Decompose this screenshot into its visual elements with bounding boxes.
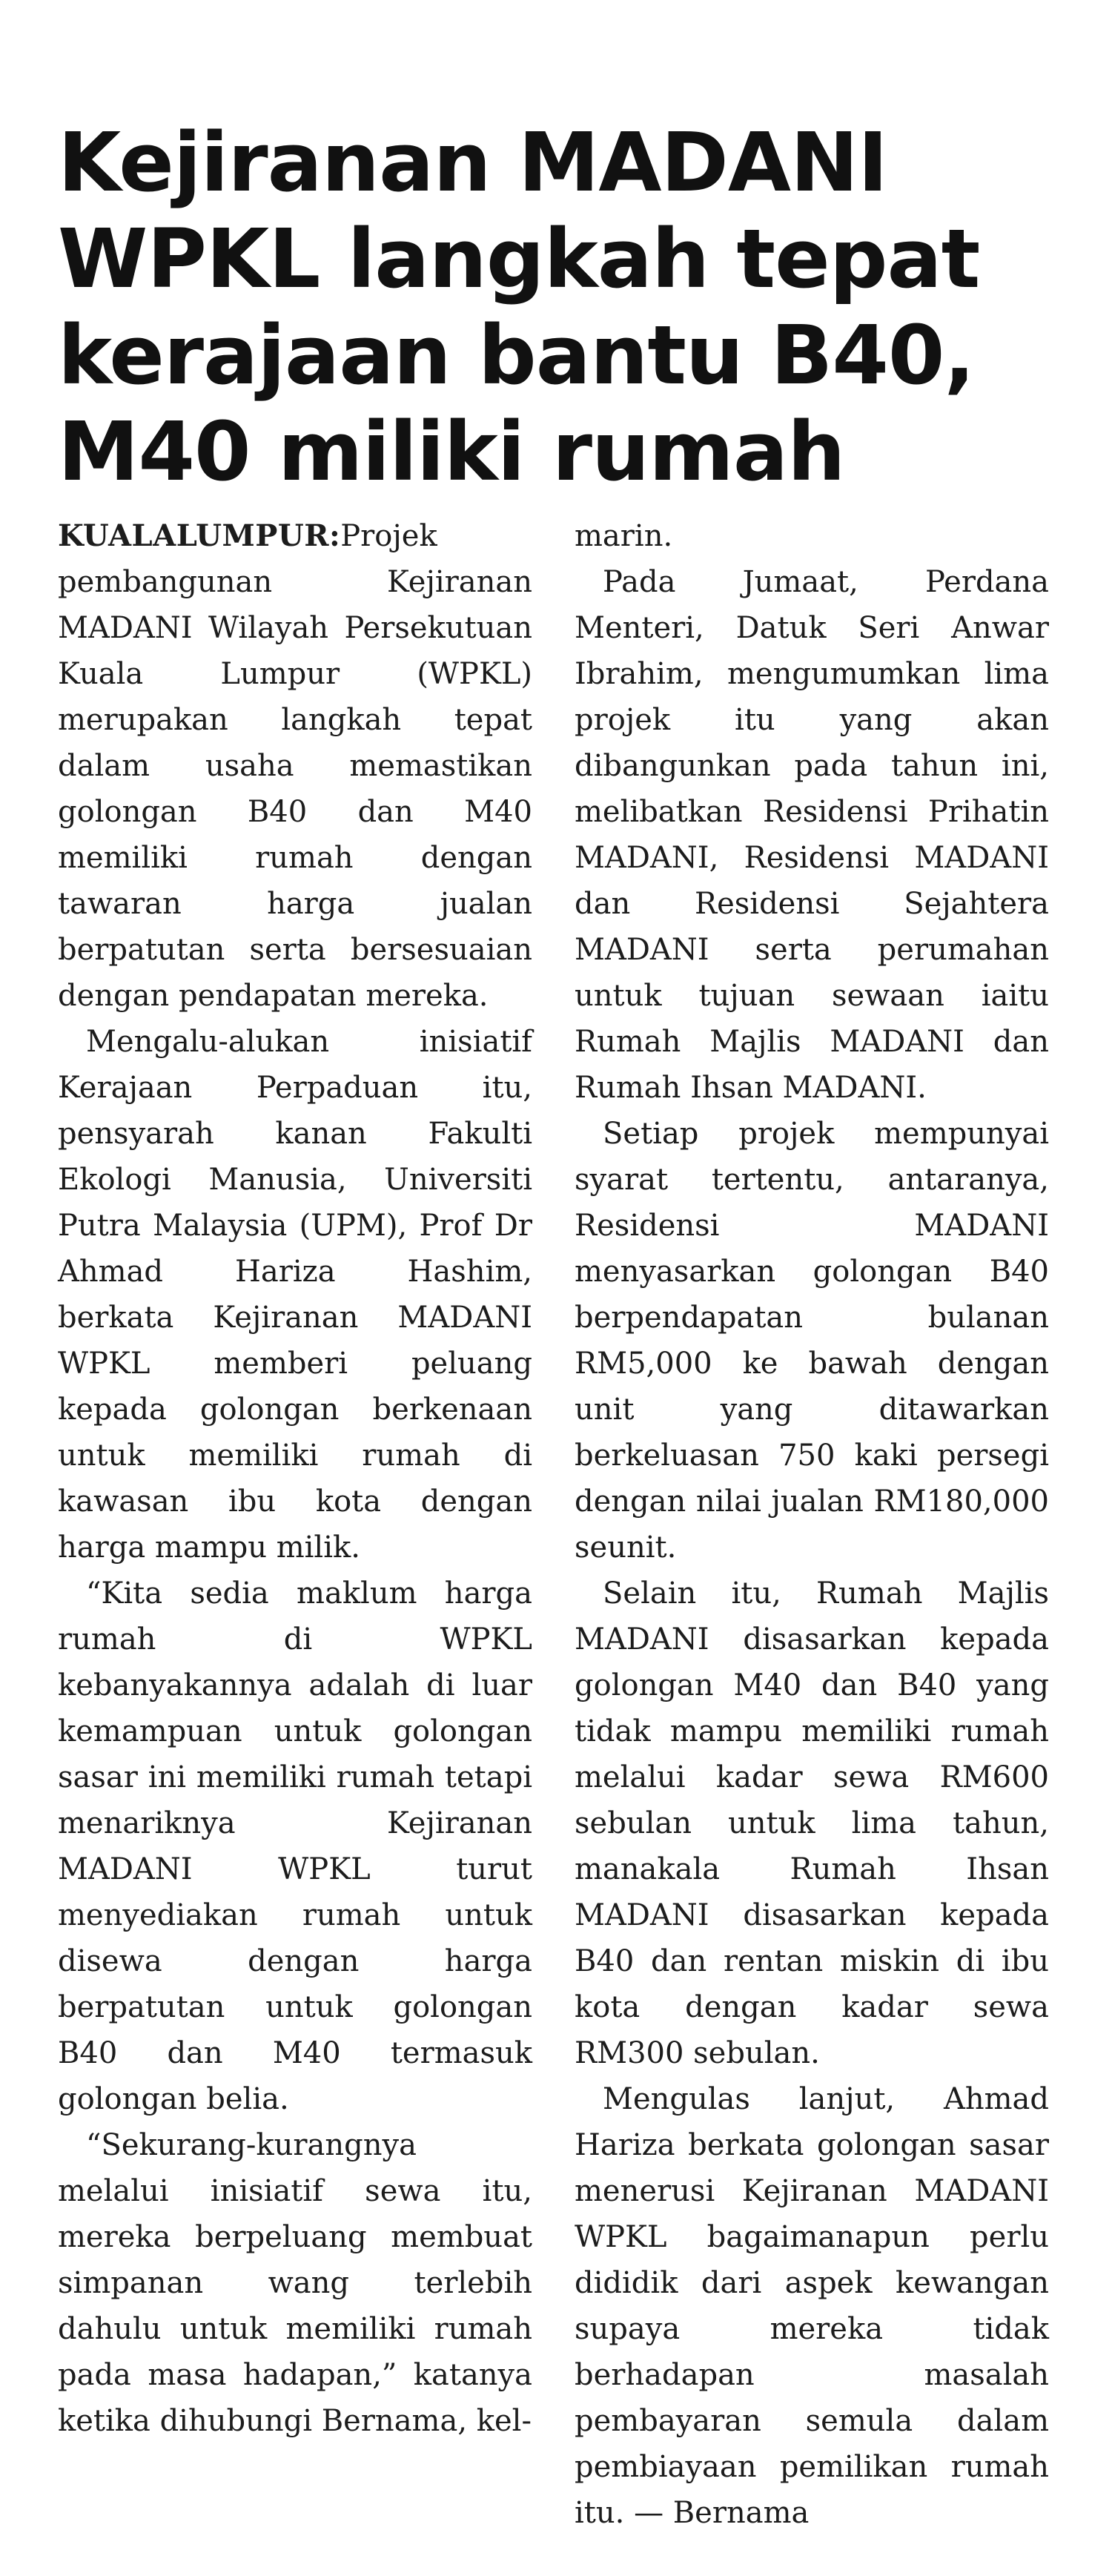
headline-line: Kejiranan MADANI bbox=[58, 114, 887, 210]
byline: — Bernama bbox=[634, 2496, 810, 2530]
article-paragraph: Mengalu-alukan inisiatif Kerajaan Perpaduan itu, pensyarah kanan Fakulti Ekologi Manusia, Universiti Putra Malaysia (UPM), Prof Dr Ahmad Hariza Hashim, berkata Kejiranan MADANI WPKL memberi peluang kepada golongan berkenaan untuk memiliki rumah di kawasan ibu kota dengan harga mampu milik. bbox=[58, 1025, 532, 1565]
article-paragraph: “Kita sedia maklum harga rumah di WPKL kebanyakannya adalah di luar kemampuan untuk golongan sasar ini memiliki rumah tetapi menariknya Kejiranan MADANI WPKL turut menyediakan rumah untuk disewa dengan harga berpatutan untuk golongan B40 dan M40 termasuk golongan belia. bbox=[58, 1576, 532, 2116]
headline-line: WPKL langkah tepat bbox=[58, 211, 980, 306]
article-column-left bbox=[58, 513, 532, 2444]
headline-line: M40 miliki rumah bbox=[58, 403, 845, 499]
article-paragraph bbox=[575, 2076, 1049, 2536]
article-headline bbox=[58, 114, 1066, 500]
article-paragraph bbox=[58, 513, 532, 1019]
paragraph-text: Projek pembangunan Kejiranan MADANI Wilayah Persekutuan Kuala Lumpur (WPKL) merupakan langkah tepat dalam usaha memastikan golongan B40 dan M40 memiliki rumah dengan tawaran harga jualan berpatutan serta bersesuaian dengan pendapatan mereka. bbox=[58, 519, 532, 1013]
article-paragraph: marin. bbox=[575, 519, 673, 553]
dateline: KUALALUMPUR: bbox=[58, 518, 341, 553]
article-paragraph: Setiap projek mempunyai syarat tertentu, antaranya, Residensi MADANI menyasarkan golongan B40 berpendapatan bulanan RM5,000 ke bawah dengan unit yang ditawarkan berkeluasan 750 kaki persegi dengan nilai jualan RM180,000 seunit. bbox=[575, 1117, 1049, 1565]
article-paragraph: “Sekurang-kurangnya melalui inisiatif sewa itu, mereka berpeluang membuat simpanan wang terlebih dahulu untuk memiliki rumah pada masa hadapan,” katanya ketika dihubungi Bernama, kel- bbox=[58, 2128, 532, 2438]
headline-line: kerajaan bantu B40, bbox=[58, 307, 975, 403]
paragraph-text: Mengulas lanjut, Ahmad Hariza berkata golongan sasar menerusi Kejiranan MADANI WPKL bagaimanapun perlu dididik dari aspek kewangan supaya mereka tidak berhadapan masalah pembayaran semula dalam pembiayaan pemilikan rumah itu. bbox=[575, 2082, 1049, 2530]
article-paragraph: Selain itu, Rumah Majlis MADANI disasarkan kepada golongan M40 dan B40 yang tidak mampu memiliki rumah melalui kadar sewa RM600 sebulan untuk lima tahun, manakala Rumah Ihsan MADANI disasarkan kepada B40 dan rentan miskin di ibu kota dengan kadar sewa RM300 sebulan. bbox=[575, 1576, 1049, 2070]
article-paragraph: Pada Jumaat, Perdana Menteri, Datuk Seri Anwar Ibrahim, mengumumkan lima projek itu yang akan dibangunkan pada tahun ini, melibatkan Residensi Prihatin MADANI, Residensi MADANI dan Residensi Sejahtera MADANI serta perumahan untuk tujuan sewaan iaitu Rumah Majlis MADANI dan Rumah Ihsan MADANI. bbox=[575, 565, 1049, 1105]
article-column-right bbox=[575, 513, 1049, 2536]
